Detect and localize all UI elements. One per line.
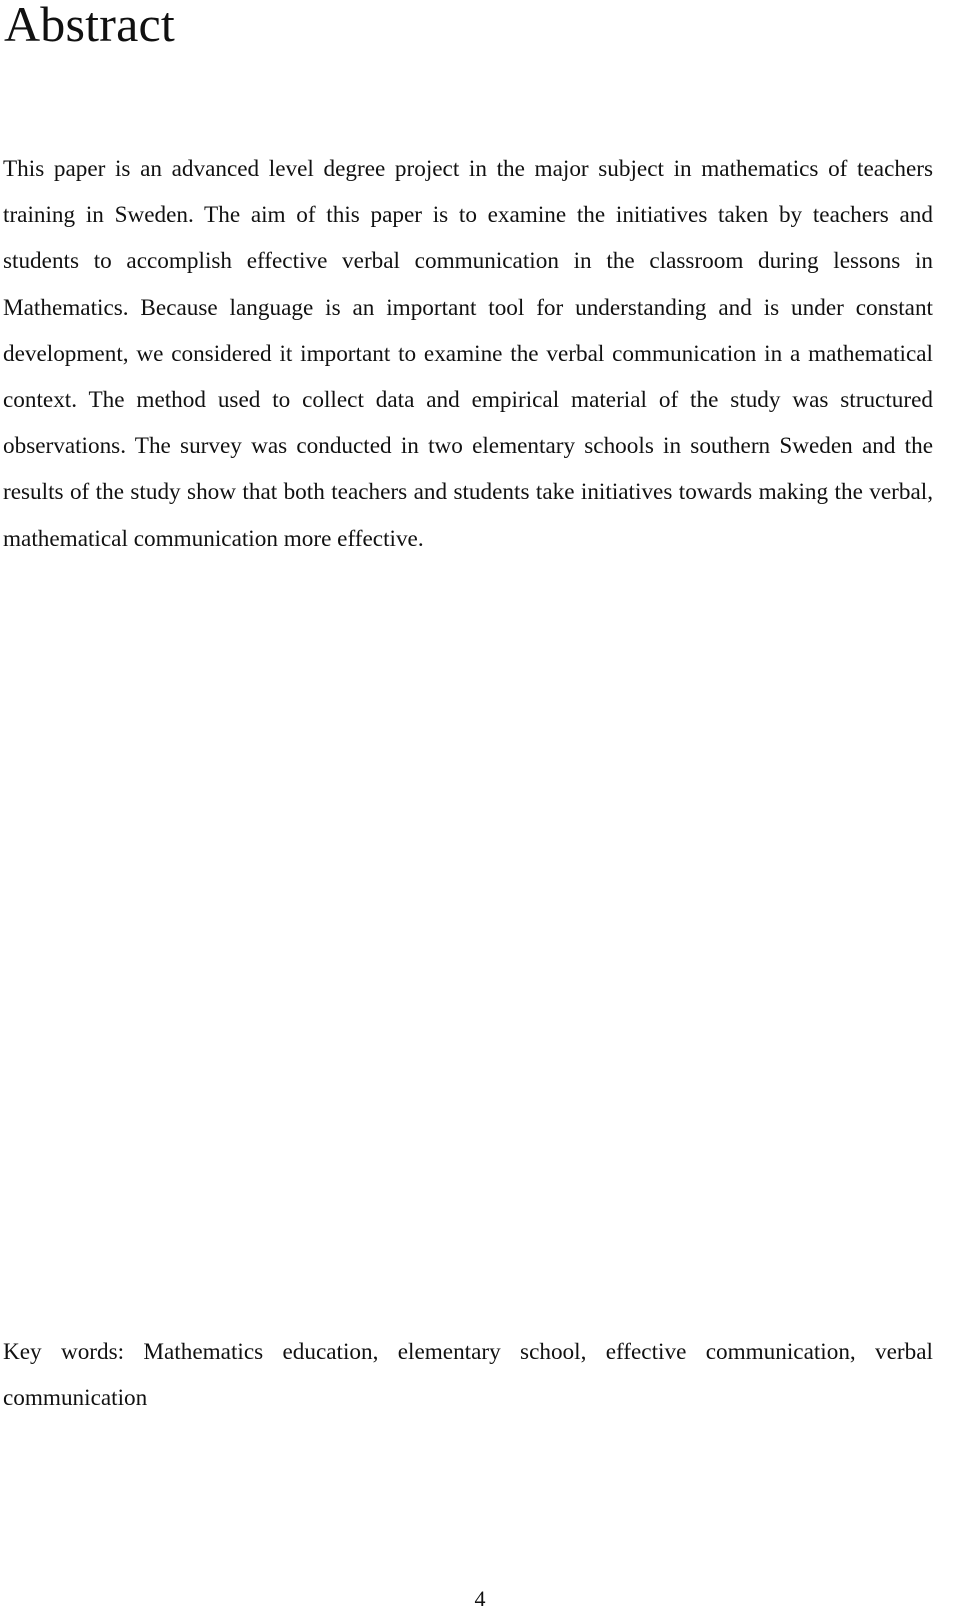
page-number: 4 — [474, 1586, 486, 1611]
keywords-paragraph: Key words: Mathematics education, elementary school, effective communication, verbal communication — [3, 1339, 933, 1411]
abstract-paragraph: This paper is an advanced level degree project in the major subject in mathematics of teachers training in Sweden. The aim of this paper is to examine the initiatives taken by teachers and students to accomplish effective verbal communication in the classroom during lessons in Mathematics. Because language is an important tool for understanding and is under constant development, we considered it important to examine the verbal communication in a mathematical context. The method used to collect data and empirical material of the study was structured observations. The survey was conducted in two elementary schools in southern Sweden and the results of the study show that both teachers and students take initiatives towards making the verbal, mathematical communication more effective. — [3, 156, 933, 552]
page-title: Abstract — [4, 0, 175, 52]
